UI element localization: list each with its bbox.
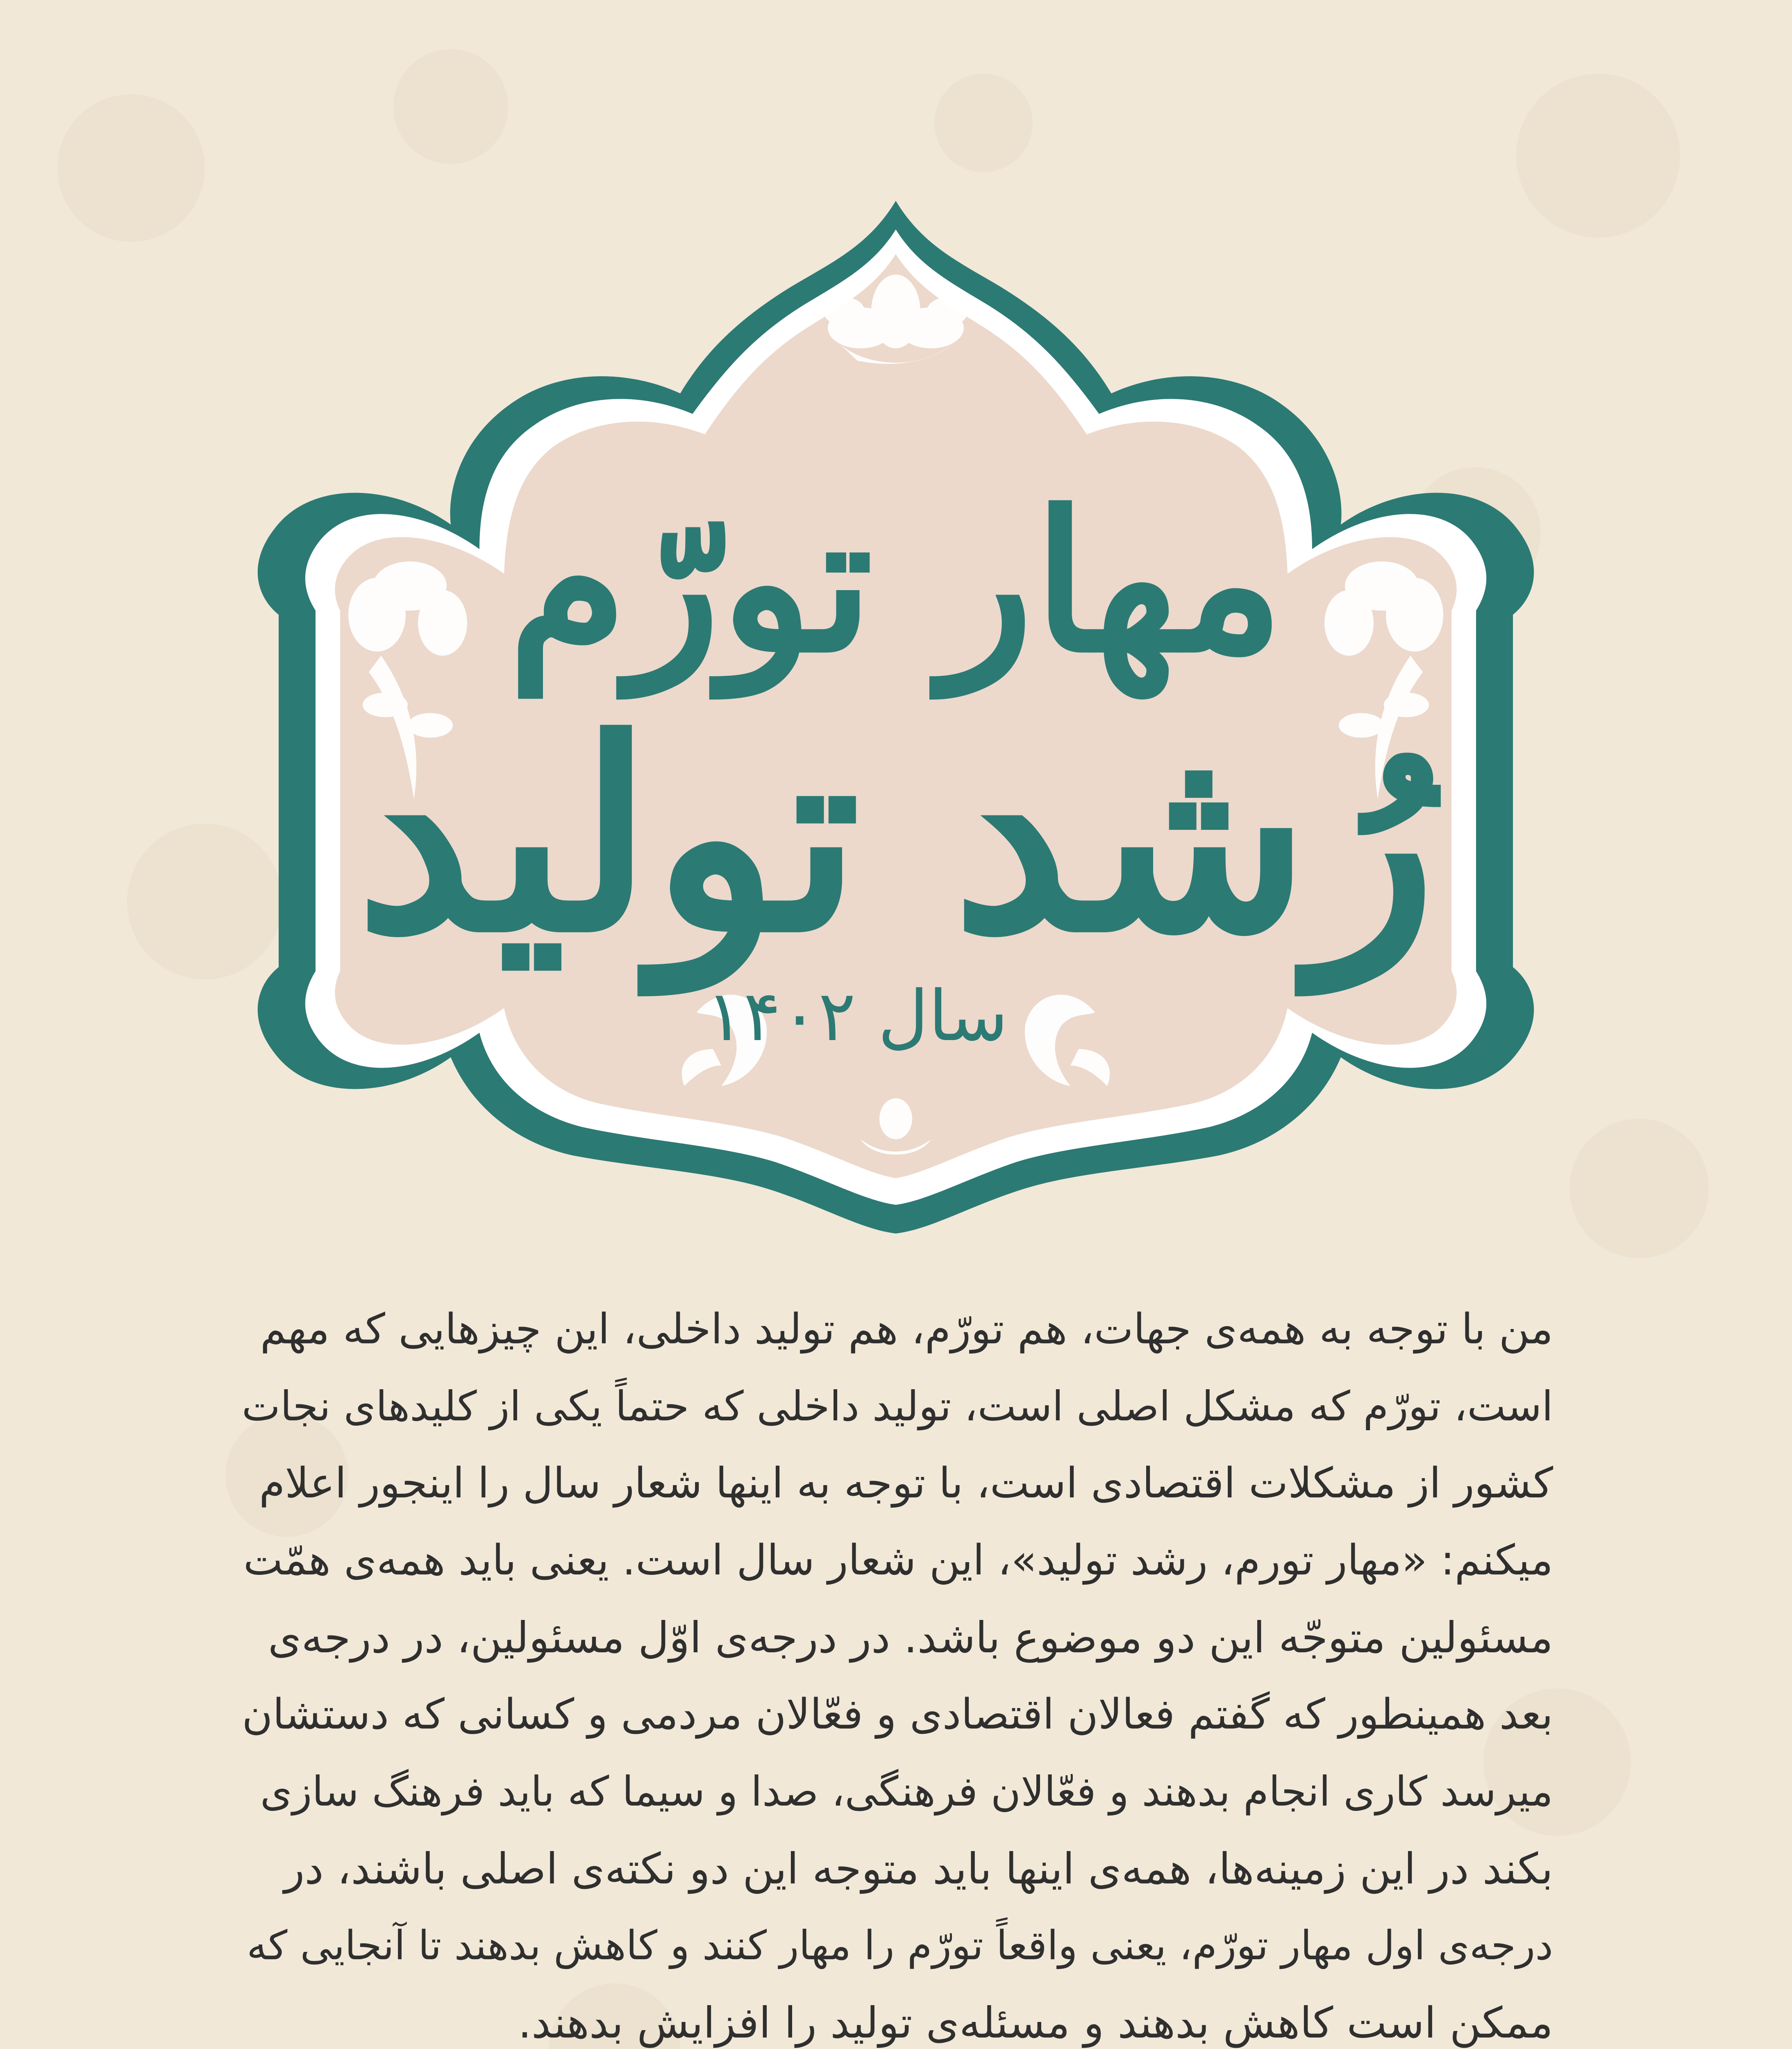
quote-line: ممکن است کاهش بدهند و مسئله‌ی تولید را افزایش بدهند. bbox=[518, 1998, 1553, 2048]
quote-line: میکنم: «مهار تورم، رشد تولید»، این شعار سال است. یعنی باید همه‌ی همّت bbox=[243, 1536, 1553, 1585]
slogan-title-line-1: مهار تورّم bbox=[508, 469, 1284, 695]
quote-line: مسئولین متوجّه این دو موضوع باشد. در درجه‌ی اوّل مسئولین، در درجه‌ی bbox=[268, 1613, 1553, 1663]
slogan-title-line-2: رُشد تولید bbox=[356, 682, 1436, 990]
quote-line: کشور از مشکلات اقتصادی است، با توجه به اینها شعار سال را اینجور اعلام bbox=[259, 1459, 1553, 1508]
quote-line: درجه‌ی اول مهار تورّم، یعنی واقعاً تورّم را مهار کنند و کاهش بدهند تا آنجایی که bbox=[247, 1922, 1553, 1969]
quote-line: میرسد کاری انجام بدهند و فعّالان فرهنگی، صدا و سیما که باید فرهنگ سازی bbox=[260, 1767, 1553, 1815]
year-label: سال ۱۴۰۲ bbox=[706, 976, 1008, 1057]
quote-body bbox=[242, 1291, 1553, 2049]
quote-line: است، تورّم که مشکل اصلی است، تولید داخلی که حتماً یکی از کلیدهای نجات bbox=[241, 1382, 1553, 1430]
quote-line: من با توجه به همه‌ی جهات، هم تورّم، هم تولید داخلی، این چیزهایی که مهم bbox=[260, 1305, 1553, 1354]
quote-line: بعد همینطور که گفتم فعالان اقتصادی و فعّالان مردمی و کسانی که دستشان bbox=[242, 1690, 1553, 1739]
quote-line: بکند در این زمینه‌ها، همه‌ی اینها باید متوجه این دو نکته‌ی اصلی باشند، در bbox=[284, 1844, 1553, 1894]
